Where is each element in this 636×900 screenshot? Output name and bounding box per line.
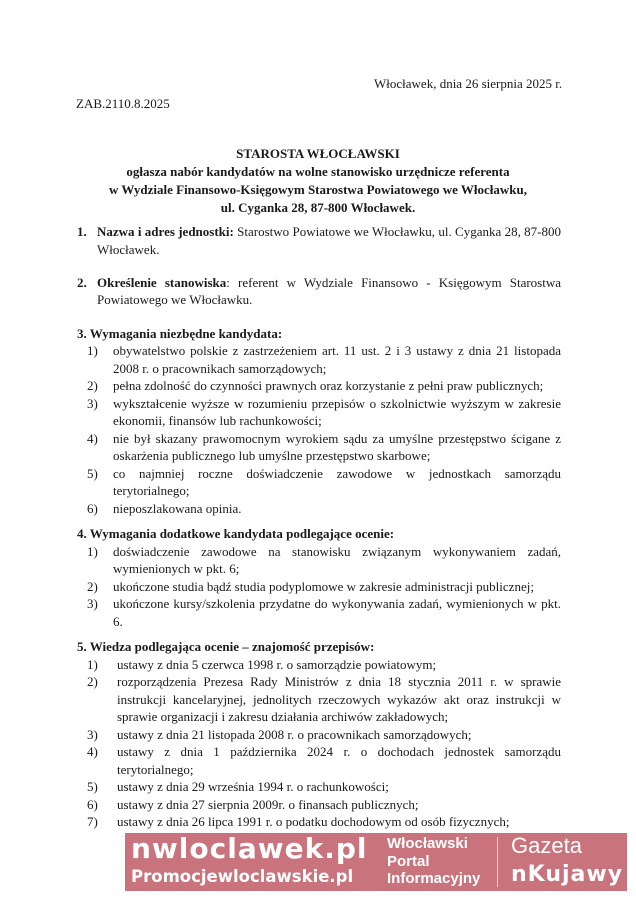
item-text: co najmniej roczne doświadczenie zawodowe w jednostkach samorządu terytorialnego; bbox=[113, 465, 561, 498]
promocje-logo: Promocjewloclawskie.pl bbox=[131, 867, 354, 886]
kujawy-logo: nKujawy bbox=[511, 862, 624, 887]
item-number: 2) bbox=[87, 674, 98, 689]
section-title: 3. Wymagania niezbędne kandydata: bbox=[77, 325, 283, 341]
portal-line: Informacyjny bbox=[387, 870, 481, 887]
item-text: ustawy z dnia 26 lipca 1991 r. o podatku dochodowym od osób fizycznych; bbox=[117, 814, 510, 829]
section-1 bbox=[77, 223, 561, 258]
section-number: 1. bbox=[77, 224, 87, 239]
gazeta-label: Gazeta bbox=[511, 833, 582, 858]
item-text: obywatelstwo polskie z zastrzeżeniem art. 11 ust. 2 i 3 ustawy z dnia 21 listopada 2008 r. o pracownikach samorządowych; bbox=[113, 343, 561, 376]
list-item bbox=[77, 578, 561, 596]
item-text: rozporządzenia Prezesa Rady Ministrów z dnia 18 stycznia 2011 r. w sprawie instrukcji kancelaryjnej, jednolitych rzeczowych wykazów akt oraz instrukcji w sprawie organizacji i zakresu działania archiwów zakładowych; bbox=[117, 674, 561, 724]
item-number: 1) bbox=[87, 343, 98, 358]
list-item bbox=[77, 656, 561, 674]
section-title: Nazwa i adres jednostki: bbox=[97, 224, 234, 239]
item-text: ustawy z dnia 29 września 1994 r. o rachunkowości; bbox=[117, 779, 389, 794]
nwloclawek-logo: nwloclawek.pl bbox=[131, 832, 368, 865]
item-number: 2) bbox=[87, 578, 98, 594]
item-number: 3) bbox=[87, 395, 98, 411]
heading-line: ogłasza nabór kandydatów na wolne stanowisko urzędnicze referenta bbox=[126, 164, 510, 179]
item-text: ustawy z dnia 21 listopada 2008 r. o pracownikach samorządowych; bbox=[117, 726, 472, 742]
item-number: 4) bbox=[87, 430, 98, 446]
section-body bbox=[97, 223, 561, 258]
list-item bbox=[77, 796, 561, 814]
banner-divider bbox=[497, 837, 498, 887]
section-title: Określenie stanowiska bbox=[97, 274, 227, 290]
section-title: 4. Wymagania dodatkowe kandydata podlegające ocenie: bbox=[77, 526, 395, 542]
item-number: 4) bbox=[87, 744, 98, 759]
date-line: Włocławek, dnia 26 sierpnia 2025 r. bbox=[374, 76, 563, 91]
list-item bbox=[77, 813, 561, 831]
list-item bbox=[77, 377, 561, 395]
list-item bbox=[77, 673, 561, 726]
heading-title: STAROSTA WŁOCŁAWSKI bbox=[236, 146, 400, 161]
section-number: 2. bbox=[77, 274, 87, 290]
portal-label bbox=[387, 835, 480, 888]
item-text: ustawy z dnia 1 października 2024 r. o dochodach jednostek samorządu terytorialnego; bbox=[117, 744, 561, 777]
item-text: ukończone studia bądź studia podyplomowe w zakresie administracji publicznej; bbox=[113, 578, 534, 594]
item-text: ustawy z dnia 27 sierpnia 2009r. o finansach publicznych; bbox=[117, 796, 419, 812]
list-item bbox=[77, 778, 561, 796]
item-number: 5) bbox=[87, 779, 98, 794]
list-item bbox=[77, 726, 561, 744]
item-text: pełna zdolność do czynności prawnych oraz korzystanie z pełni praw publicznych; bbox=[113, 378, 544, 393]
additional-requirements-list bbox=[77, 543, 561, 631]
item-number: 3) bbox=[87, 596, 98, 612]
item-text: nieposzlakowana opinia. bbox=[113, 500, 242, 516]
reference-number: ZAB.2110.8.2025 bbox=[76, 96, 170, 111]
item-text: doświadczenie zawodowe na stanowisku związanym wykonywaniem zadań, wymienionych w pkt. 6; bbox=[113, 543, 561, 577]
list-item bbox=[77, 743, 561, 778]
item-text: ustawy z dnia 5 czerwca 1998 r. o samorządzie powiatowym; bbox=[117, 656, 437, 672]
section-title: 5. Wiedza podlegająca ocenie – znajomość przepisów: bbox=[77, 639, 375, 654]
portal-line: Włocławski bbox=[387, 835, 468, 852]
portal-line: Portal bbox=[387, 852, 430, 870]
list-item bbox=[77, 595, 561, 630]
item-number: 7) bbox=[87, 814, 98, 829]
list-item bbox=[77, 395, 561, 430]
requirements-list bbox=[77, 342, 561, 517]
section-text: : referent w Wydziale Finansowo - Księgowym Starostwa Powiatowego we Włocławku. bbox=[97, 274, 562, 308]
section-4 bbox=[77, 525, 561, 630]
item-number: 1) bbox=[87, 656, 98, 672]
item-number: 1) bbox=[87, 543, 98, 559]
item-number: 2) bbox=[87, 378, 98, 393]
section-2 bbox=[77, 274, 561, 309]
heading-line: ul. Cyganka 28, 87-800 Włocławek. bbox=[220, 200, 416, 215]
list-item bbox=[77, 342, 561, 377]
list-item bbox=[77, 543, 561, 578]
item-text: wykształcenie wyższe w rozumieniu przepisów o szkolnictwie wyższym w zakresie ekonomii, finansów lub rachunkowości; bbox=[113, 395, 561, 428]
watermark-banner bbox=[125, 833, 627, 891]
section-3 bbox=[77, 325, 561, 518]
item-number: 6) bbox=[87, 500, 98, 516]
heading-line: w Wydziale Finansowo-Księgowym Starostwa Powiatowego we Włocławku, bbox=[108, 182, 528, 197]
document-heading bbox=[0, 145, 636, 217]
list-item bbox=[77, 430, 561, 465]
item-text: nie był skazany prawomocnym wyrokiem sądu za umyślne przestępstwo ścigane z oskarżenia publicznego lub umyślne przestępstwo skarbowe; bbox=[113, 430, 561, 463]
list-item bbox=[77, 465, 561, 500]
item-text: ukończone kursy/szkolenia przydatne do wykonywania zadań, wymienionych w pkt. 6. bbox=[113, 596, 561, 629]
list-item bbox=[77, 500, 561, 518]
item-number: 6) bbox=[87, 796, 98, 812]
section-5 bbox=[77, 638, 561, 831]
section-body bbox=[97, 274, 561, 309]
knowledge-list bbox=[77, 656, 561, 831]
section-text: Starostwo Powiatowe we Włocławku, ul. Cyganka 28, 87-800 Włocławek. bbox=[97, 224, 561, 257]
item-number: 5) bbox=[87, 465, 98, 481]
item-number: 3) bbox=[87, 726, 98, 742]
